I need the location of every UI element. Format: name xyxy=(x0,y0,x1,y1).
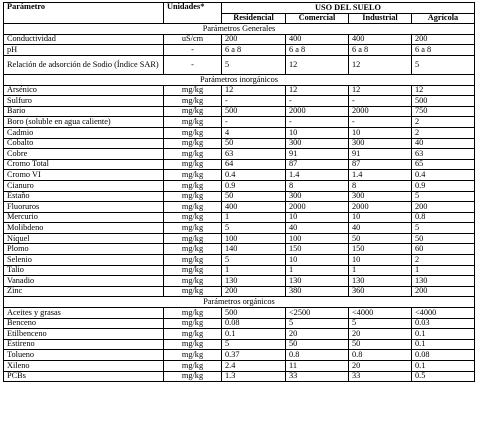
unit-cell: uS/cm xyxy=(164,34,222,45)
value-industrial: 50 xyxy=(349,339,412,350)
parameter-name: Sulfuro xyxy=(4,96,164,107)
value-agricola: 0.08 xyxy=(412,350,475,361)
value-comercial: - xyxy=(286,96,349,107)
value-comercial: 130 xyxy=(286,276,349,287)
value-agricola: 200 xyxy=(412,202,475,213)
value-industrial: 12 xyxy=(349,85,412,96)
table-row xyxy=(4,117,475,128)
header-unidades: Unidades* xyxy=(164,3,222,24)
table-row xyxy=(4,149,475,160)
table-row xyxy=(4,276,475,287)
value-residencial: 63 xyxy=(222,149,286,160)
value-comercial: 10 xyxy=(286,255,349,266)
value-comercial: 12 xyxy=(286,55,349,74)
value-comercial: 300 xyxy=(286,191,349,202)
parameter-name: Cromo Total xyxy=(4,159,164,170)
unit-cell: mg/kg xyxy=(164,350,222,361)
value-industrial: 10 xyxy=(349,255,412,266)
value-comercial: 91 xyxy=(286,149,349,160)
unit-cell: mg/kg xyxy=(164,318,222,329)
table-body xyxy=(4,24,475,382)
value-industrial: 20 xyxy=(349,329,412,340)
unit-cell: mg/kg xyxy=(164,361,222,372)
value-industrial: <4000 xyxy=(349,308,412,319)
value-comercial: 10 xyxy=(286,212,349,223)
value-residencial: 130 xyxy=(222,276,286,287)
unit-cell: mg/kg xyxy=(164,265,222,276)
value-comercial: 50 xyxy=(286,339,349,350)
unit-cell: mg/kg xyxy=(164,180,222,191)
unit-cell: mg/kg xyxy=(164,244,222,255)
value-industrial: 360 xyxy=(349,286,412,297)
value-agricola: 0.5 xyxy=(412,371,475,382)
value-agricola: 40 xyxy=(412,138,475,149)
value-agricola: 65 xyxy=(412,159,475,170)
value-residencial: - xyxy=(222,117,286,128)
value-agricola: 63 xyxy=(412,149,475,160)
table-row xyxy=(4,244,475,255)
unit-cell: mg/kg xyxy=(164,212,222,223)
unit-cell: mg/kg xyxy=(164,149,222,160)
header-use-industrial: Industrial xyxy=(349,13,412,24)
table-row xyxy=(4,180,475,191)
value-residencial: 50 xyxy=(222,138,286,149)
value-residencial: 140 xyxy=(222,244,286,255)
value-industrial: 150 xyxy=(349,244,412,255)
value-residencial: 1 xyxy=(222,265,286,276)
value-comercial: 87 xyxy=(286,159,349,170)
value-agricola: 0.1 xyxy=(412,361,475,372)
value-agricola: 5 xyxy=(412,191,475,202)
unit-cell: mg/kg xyxy=(164,329,222,340)
value-comercial: 33 xyxy=(286,371,349,382)
parameter-name: PCBs xyxy=(4,371,164,382)
value-residencial: 2.4 xyxy=(222,361,286,372)
unit-cell: mg/kg xyxy=(164,202,222,213)
parameter-name: Zinc xyxy=(4,286,164,297)
table-row xyxy=(4,34,475,45)
unit-cell: mg/kg xyxy=(164,339,222,350)
header-use-residencial: Residencial xyxy=(222,13,286,24)
value-agricola: 6 a 8 xyxy=(412,45,475,56)
value-agricola: 0.1 xyxy=(412,329,475,340)
value-agricola: 50 xyxy=(412,233,475,244)
unit-cell: mg/kg xyxy=(164,159,222,170)
unit-cell: mg/kg xyxy=(164,233,222,244)
value-industrial: 300 xyxy=(349,191,412,202)
value-agricola: 0.8 xyxy=(412,212,475,223)
unit-cell: mg/kg xyxy=(164,85,222,96)
soil-standards-table xyxy=(3,2,475,382)
value-industrial: 130 xyxy=(349,276,412,287)
value-comercial: 40 xyxy=(286,223,349,234)
unit-cell: mg/kg xyxy=(164,191,222,202)
unit-cell: mg/kg xyxy=(164,106,222,117)
table-row xyxy=(4,308,475,319)
parameter-name: Conductividad xyxy=(4,34,164,45)
value-industrial: 0.8 xyxy=(349,350,412,361)
value-agricola: 5 xyxy=(412,55,475,74)
table-row xyxy=(4,371,475,382)
table-row xyxy=(4,170,475,181)
section-title: Parámetros orgánicos xyxy=(4,297,475,308)
table-row xyxy=(4,286,475,297)
table-row xyxy=(4,191,475,202)
unit-cell: mg/kg xyxy=(164,255,222,266)
table-row xyxy=(4,85,475,96)
value-residencial: 5 xyxy=(222,339,286,350)
header-use-agricola: Agrícola xyxy=(412,13,475,24)
value-agricola: 0.9 xyxy=(412,180,475,191)
value-agricola: 200 xyxy=(412,34,475,45)
value-comercial: 20 xyxy=(286,329,349,340)
value-comercial: <2500 xyxy=(286,308,349,319)
unit-cell: mg/kg xyxy=(164,308,222,319)
table-row xyxy=(4,255,475,266)
value-industrial: 87 xyxy=(349,159,412,170)
table-row xyxy=(4,361,475,372)
parameter-name: Fluoruros xyxy=(4,202,164,213)
value-comercial: 11 xyxy=(286,361,349,372)
parameter-name: Aceites y grasas xyxy=(4,308,164,319)
table-header xyxy=(4,3,475,24)
value-agricola: 60 xyxy=(412,244,475,255)
unit-cell: mg/kg xyxy=(164,371,222,382)
value-industrial: - xyxy=(349,117,412,128)
table-row xyxy=(4,212,475,223)
value-agricola: 0.4 xyxy=(412,170,475,181)
unit-cell: mg/kg xyxy=(164,138,222,149)
value-residencial: 0.37 xyxy=(222,350,286,361)
value-residencial: 12 xyxy=(222,85,286,96)
value-residencial: 4 xyxy=(222,127,286,138)
value-comercial: 300 xyxy=(286,138,349,149)
value-residencial: 1.3 xyxy=(222,371,286,382)
value-agricola: 500 xyxy=(412,96,475,107)
value-industrial: 91 xyxy=(349,149,412,160)
section-title: Parámetros inorgánicos xyxy=(4,74,475,85)
value-industrial: 20 xyxy=(349,361,412,372)
value-comercial: 10 xyxy=(286,127,349,138)
value-comercial: 0.8 xyxy=(286,350,349,361)
value-comercial: 400 xyxy=(286,34,349,45)
parameter-name: Benceno xyxy=(4,318,164,329)
header-uso-suelo: USO DEL SUELO xyxy=(222,3,475,14)
value-residencial: 50 xyxy=(222,191,286,202)
value-comercial: 2000 xyxy=(286,202,349,213)
parameter-name: pH xyxy=(4,45,164,56)
table-row xyxy=(4,318,475,329)
value-industrial: 300 xyxy=(349,138,412,149)
table-row xyxy=(4,233,475,244)
value-industrial: 10 xyxy=(349,212,412,223)
value-residencial: 0.08 xyxy=(222,318,286,329)
unit-cell: mg/kg xyxy=(164,276,222,287)
parameter-name: Tolueno xyxy=(4,350,164,361)
value-comercial: 100 xyxy=(286,233,349,244)
parameter-name: Cianuro xyxy=(4,180,164,191)
table-row xyxy=(4,96,475,107)
parameter-name: Arsénico xyxy=(4,85,164,96)
section-header-row xyxy=(4,74,475,85)
value-agricola: 0.1 xyxy=(412,339,475,350)
value-residencial: - xyxy=(222,96,286,107)
value-residencial: 500 xyxy=(222,106,286,117)
value-residencial: 5 xyxy=(222,255,286,266)
parameter-name: Selenio xyxy=(4,255,164,266)
parameter-name: Vanadio xyxy=(4,276,164,287)
parameter-name: Cromo VI xyxy=(4,170,164,181)
parameter-name: Bario xyxy=(4,106,164,117)
header-use-comercial: Comercial xyxy=(286,13,349,24)
value-industrial: 40 xyxy=(349,223,412,234)
value-residencial: 0.9 xyxy=(222,180,286,191)
value-comercial: 6 a 8 xyxy=(286,45,349,56)
value-agricola: 0.03 xyxy=(412,318,475,329)
value-industrial: 1.4 xyxy=(349,170,412,181)
parameter-name: Molibdeno xyxy=(4,223,164,234)
value-industrial: - xyxy=(349,96,412,107)
unit-cell: - xyxy=(164,55,222,74)
value-residencial: 5 xyxy=(222,55,286,74)
value-residencial: 200 xyxy=(222,286,286,297)
parameter-name: Cadmio xyxy=(4,127,164,138)
value-agricola: 2 xyxy=(412,127,475,138)
value-agricola: 2 xyxy=(412,255,475,266)
value-industrial: 5 xyxy=(349,318,412,329)
unit-cell: mg/kg xyxy=(164,223,222,234)
value-agricola: 200 xyxy=(412,286,475,297)
value-agricola: 130 xyxy=(412,276,475,287)
parameter-name: Estireno xyxy=(4,339,164,350)
value-comercial: 5 xyxy=(286,318,349,329)
value-residencial: 100 xyxy=(222,233,286,244)
table-row xyxy=(4,329,475,340)
value-agricola: <4000 xyxy=(412,308,475,319)
value-comercial: - xyxy=(286,117,349,128)
value-residencial: 5 xyxy=(222,223,286,234)
table-row xyxy=(4,339,475,350)
value-agricola: 5 xyxy=(412,223,475,234)
parameter-name: Estaño xyxy=(4,191,164,202)
table-row xyxy=(4,127,475,138)
value-comercial: 12 xyxy=(286,85,349,96)
value-industrial: 8 xyxy=(349,180,412,191)
value-comercial: 1 xyxy=(286,265,349,276)
value-residencial: 64 xyxy=(222,159,286,170)
header-parametro: Parámetro xyxy=(4,3,164,24)
value-comercial: 2000 xyxy=(286,106,349,117)
value-agricola: 12 xyxy=(412,85,475,96)
value-comercial: 8 xyxy=(286,180,349,191)
value-industrial: 1 xyxy=(349,265,412,276)
value-comercial: 1.4 xyxy=(286,170,349,181)
unit-cell: mg/kg xyxy=(164,117,222,128)
value-industrial: 2000 xyxy=(349,106,412,117)
value-comercial: 150 xyxy=(286,244,349,255)
section-header-row xyxy=(4,24,475,35)
value-industrial: 6 a 8 xyxy=(349,45,412,56)
parameter-name: Cobre xyxy=(4,149,164,160)
parameter-name: Xileno xyxy=(4,361,164,372)
soil-standards-document xyxy=(3,2,475,382)
parameter-name: Cobalto xyxy=(4,138,164,149)
table-row xyxy=(4,159,475,170)
parameter-name: Etilbenceno xyxy=(4,329,164,340)
unit-cell: mg/kg xyxy=(164,127,222,138)
unit-cell: mg/kg xyxy=(164,170,222,181)
unit-cell: mg/kg xyxy=(164,286,222,297)
table-row xyxy=(4,55,475,74)
parameter-name: Níquel xyxy=(4,233,164,244)
table-row xyxy=(4,106,475,117)
parameter-name: Plomo xyxy=(4,244,164,255)
section-header-row xyxy=(4,297,475,308)
value-residencial: 0.1 xyxy=(222,329,286,340)
value-residencial: 500 xyxy=(222,308,286,319)
value-industrial: 2000 xyxy=(349,202,412,213)
parameter-name: Talio xyxy=(4,265,164,276)
table-row xyxy=(4,350,475,361)
value-comercial: 380 xyxy=(286,286,349,297)
table-row xyxy=(4,265,475,276)
table-row xyxy=(4,202,475,213)
unit-cell: mg/kg xyxy=(164,96,222,107)
value-residencial: 400 xyxy=(222,202,286,213)
value-agricola: 750 xyxy=(412,106,475,117)
value-agricola: 2 xyxy=(412,117,475,128)
value-residencial: 200 xyxy=(222,34,286,45)
value-industrial: 33 xyxy=(349,371,412,382)
table-row xyxy=(4,223,475,234)
unit-cell: - xyxy=(164,45,222,56)
parameter-name: Mercurio xyxy=(4,212,164,223)
value-industrial: 12 xyxy=(349,55,412,74)
parameter-name: Boro (soluble en agua caliente) xyxy=(4,117,164,128)
table-row xyxy=(4,138,475,149)
value-agricola: 1 xyxy=(412,265,475,276)
parameter-name: Relación de adsorción de Sodio (Índice SAR) xyxy=(4,55,164,74)
value-residencial: 1 xyxy=(222,212,286,223)
value-industrial: 400 xyxy=(349,34,412,45)
section-title: Parámetros Generales xyxy=(4,24,475,35)
value-industrial: 10 xyxy=(349,127,412,138)
value-industrial: 50 xyxy=(349,233,412,244)
table-row xyxy=(4,45,475,56)
value-residencial: 6 a 8 xyxy=(222,45,286,56)
value-residencial: 0.4 xyxy=(222,170,286,181)
